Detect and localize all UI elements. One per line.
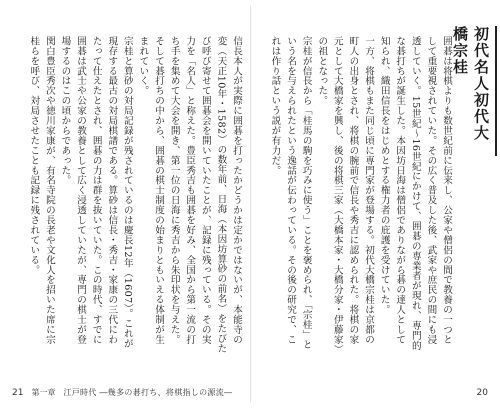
- page-number: 21: [12, 388, 24, 398]
- paragraph: 信長本人が実際に囲碁を打ったかどうかは定かではないが、本能寺の変（天正10年・1582）の数年前、日海（本因坊算砂の前名）をたびたび呼び寄せて囲碁会を開いていたことが、記録に残っている。その実力を「名人」と称えた。豊臣秀吉も囲碁を好み、全国から第一流の打ち手を集めて大会を開き、第一位の日海に秀吉から朱印状を与えた。そして碁打ちの中から、囲碁の棋士制度の始まりともいえる体制が生まれていく。: [137, 36, 242, 354]
- page-gutter: [250, 6, 251, 402]
- chapter-label: 第一章: [31, 388, 56, 397]
- paragraph: 一方、将棋もまた同じ頃に専門家が登場する。初代大橋宗桂は京都の町人の出身とされ、将棋の腕前で信長や秀吉に認められた。将棋の家元として大橋家を興し、後の将棋三家（大橋本家・大橋分家・伊藤家）の祖となった。: [316, 36, 375, 350]
- right-page-footer: [477, 388, 488, 398]
- right-page-body: [258, 36, 454, 354]
- left-page-footer: [12, 387, 232, 398]
- running-title: 江戸時代 ―幾多の碁打ち、将棋指しの源流―: [63, 388, 233, 397]
- paragraph: 囲碁は将棋よりも数世紀前に伝来し、公家や僧侶の間で教養の一つとして重要視されていた。その広く普及した後、武家や庶民の間にも浸透していく。15世紀～16世紀にかけて、囲碁の専業者が現れ、専門的な碁打ちが誕生した。本因坊日海は僧侶でありながら碁の達人として知られ、織田信長をはじめとする権力者の庇護を受けていた。: [378, 36, 452, 351]
- right-page: [252, 0, 500, 408]
- section-heading: 初代名人初代大橋宗桂: [462, 26, 497, 156]
- page-number: 20: [476, 388, 488, 398]
- paragraph: 宗桂が信長から「桂馬の駒を巧みに使う」ことを褒められ、「宗桂」という名を与えられたという逸話が伝わっている。その後の研究で、これは作り話という説が有力だ。: [269, 36, 312, 350]
- paragraph: 宗桂と算砂の対局記録が残されているのは慶長12年（1607）。これが現存する最古の対局棋譜である。算砂は信長・秀吉・家康の三代にわたって仕えたとされ、囲碁の力は群を抜いていた。この時代、すでに囲碁は武士や公家の教養として広く浸透していたが、専門の棋士が登場するのはこの頃からであった。: [59, 36, 133, 349]
- left-page-body: [6, 36, 244, 354]
- paragraph: 関白豊臣秀次や徳川家康が、有名寺院の長老や文化人を招いた席に宗桂らを呼び、対局させたことも記録に残されている。: [28, 36, 55, 345]
